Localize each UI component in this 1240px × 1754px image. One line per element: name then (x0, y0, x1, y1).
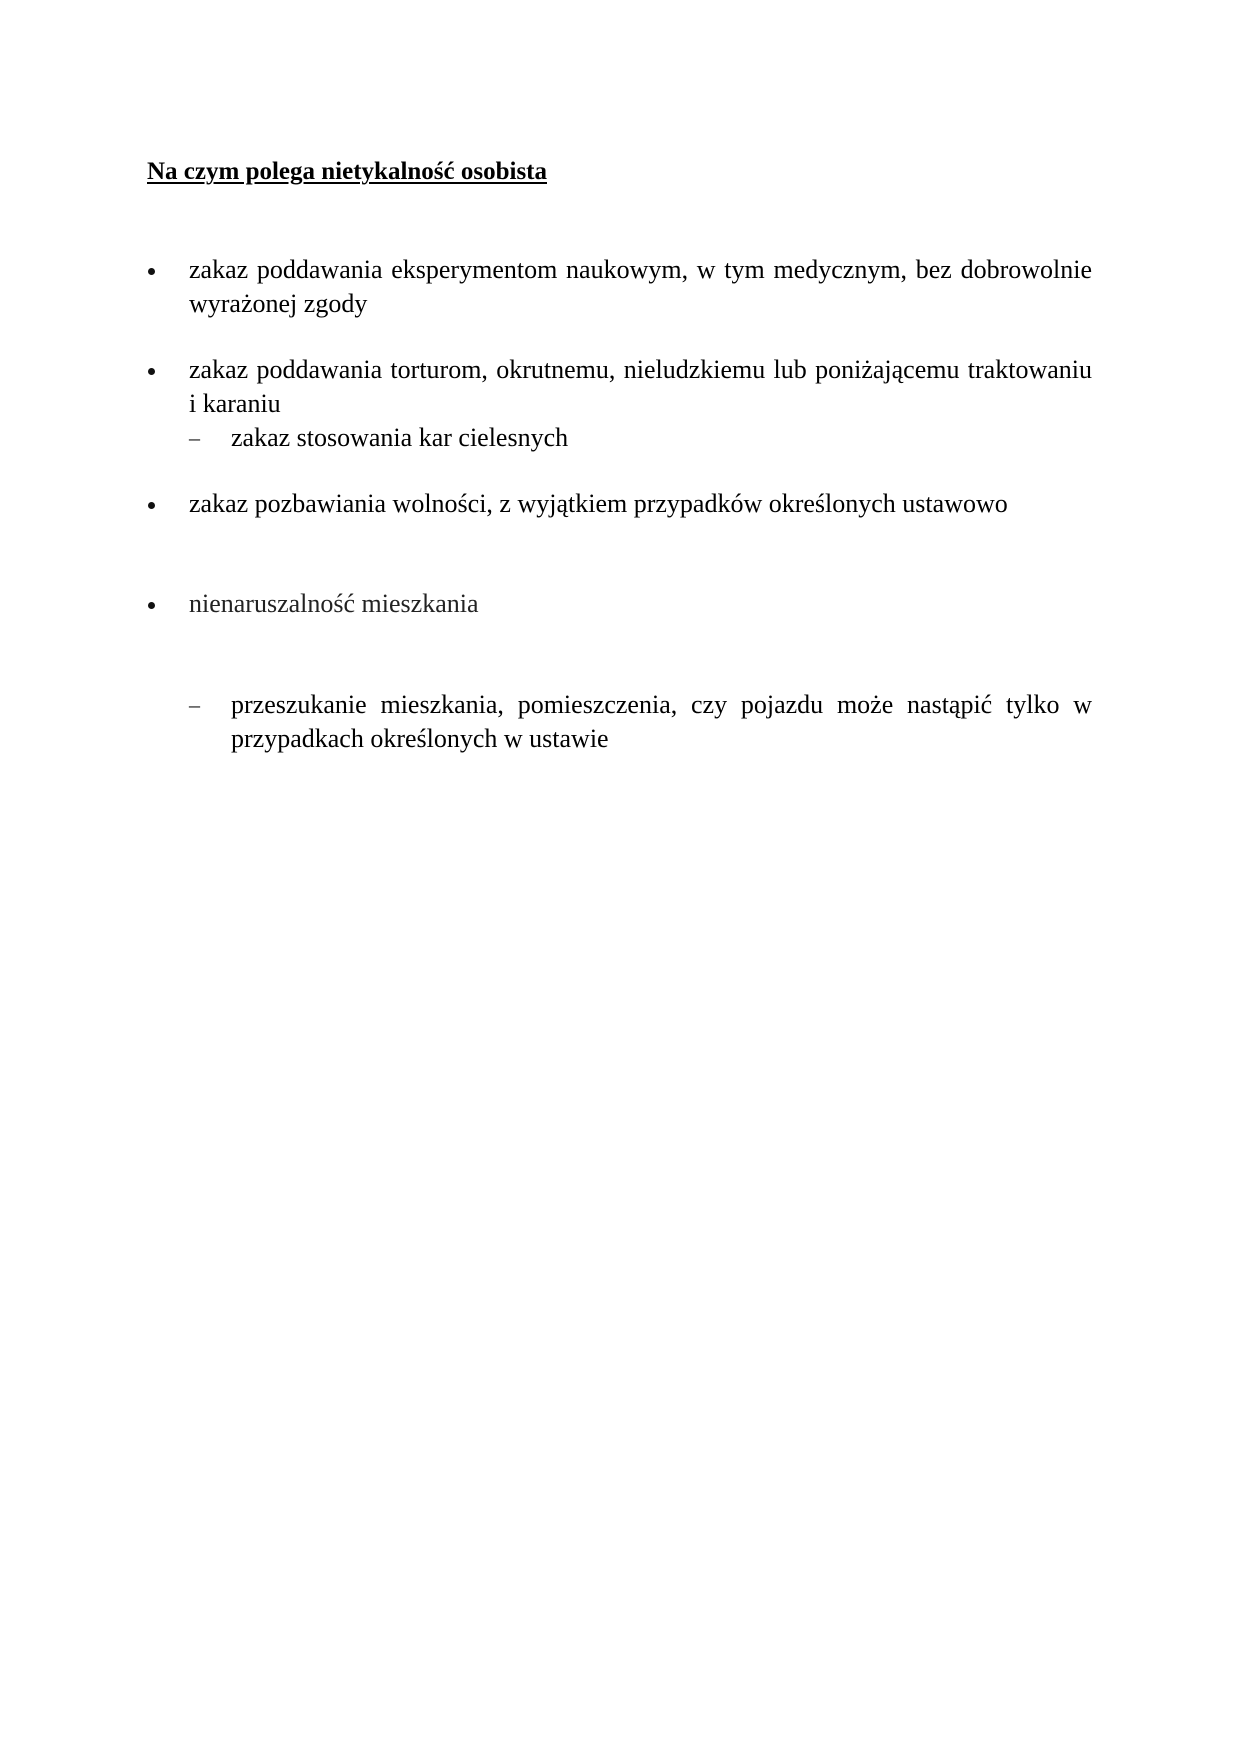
dash-icon: – (189, 425, 200, 450)
list-item-text: zakaz poddawania torturom, okrutnemu, nieludzkiemu lub poniżającemu traktowaniu i karaniu (189, 355, 1092, 418)
list-item-text: nienaruszalność mieszkania (189, 589, 479, 618)
list-item-text: zakaz poddawania eksperymentom naukowym, w tym medycznym, bez dobrowolnie wyrażonej zgody (189, 255, 1092, 318)
list-item-text: zakaz pozbawiania wolności, z wyjątkiem przypadków określonych ustawowo (189, 489, 1008, 518)
sub-list-item-text: przeszukanie mieszkania, pomieszczenia, czy pojazdu może nastąpić tylko w przypadkach określonych w ustawie (231, 690, 1092, 753)
dash-icon: – (189, 692, 200, 717)
page-title: Na czym polega nietykalność osobista (147, 158, 547, 185)
sub-list-item-text: zakaz stosowania kar cielesnych (231, 423, 569, 452)
